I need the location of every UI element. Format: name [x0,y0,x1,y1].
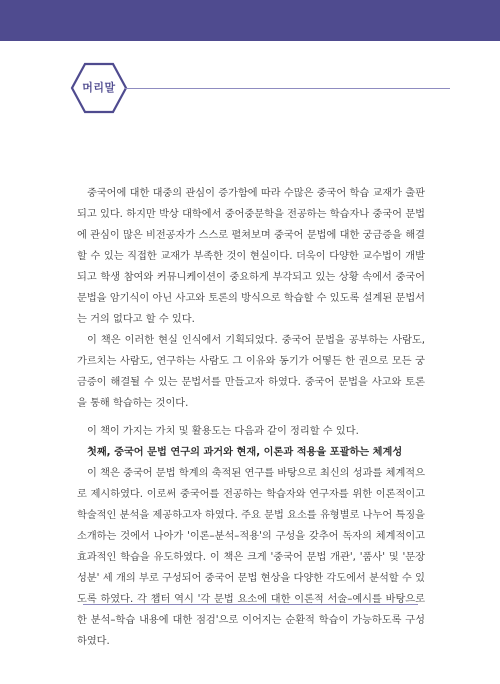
section-title-badge [70,62,128,114]
paragraph-first-detail: 이 책은 중국어 문법 학계의 축적된 연구를 바탕으로 최신의 성과를 체계적으로 제시하였다. 이로써 중국어를 전공하는 학습자와 연구자를 위한 이론적이고 학술적인 분석을 제공하고자 하였다. 주요 문법 요소를 유형별로 나누어 특징을 소개하는 것에서 나아가 '이론–분석–적용'의 구성을 갖추어 독자의 체계적이고 효과적인 학습을 유도하였다. 이 책은 크게 '중국어 문법 개관', '품사' 및 '문장성분' 세 개의 부로 구성되어 중국어 문법 현상을 다양한 각도에서 분석할 수 있도록 하였다. 각 챕터 역시 '각 문법 요소에 대한 이론적 서술–예시를 바탕으로 한 분석–학습 내용에 대한 점검'으로 이어지는 순환적 학습이 가능하도록 구성하였다. [77,468,425,647]
paragraph-intro: 중국어에 대한 대중의 관심이 증가함에 따라 수많은 중국어 학습 교재가 출판되고 있다. 하지만 박상 대학에서 중어중문학을 전공하는 학습자나 중국어 문법에 관심이 많은 비전공자가 스스로 펼쳐보며 중국어 문법에 대한 궁금증을 해결할 수 있는 직접한 교재가 부족한 것이 현실이다. 더욱이 다양한 교수법이 개발되고 학생 참여와 커뮤니케이션이 중요하게 부각되고 있는 상황 속에서 중국어 문법을 암기식이 아닌 사고와 토론의 방식으로 학습할 수 있도록 설계된 문법서는 거의 없다고 할 수 있다. [77,188,425,325]
top-color-band [0,0,500,41]
paragraph-value-summary: 이 책이 가지는 가치 및 활용도는 다음과 같이 정리할 수 있다. [87,426,359,437]
preface-body [77,183,425,652]
paragraph-purpose: 이 책은 이러한 현실 인식에서 기획되었다. 중국어 문법을 공부하는 사람도, 가르치는 사람도, 연구하는 사람도 그 이유와 동기가 어떻든 한 권으로 모든 궁금증이 해결될 수 있는 문법서를 만들고자 하였다. 중국어 문법을 사고와 토론을 통해 학습하는 것이다. [77,335,425,409]
paragraph-heading-first: 첫째, 중국어 문법 연구의 과거와 현재, 이론과 적용을 포괄하는 체계성 [87,447,403,458]
section-title: 머리말 [82,81,116,94]
title-divider [125,88,450,89]
bottom-divider [83,604,418,605]
